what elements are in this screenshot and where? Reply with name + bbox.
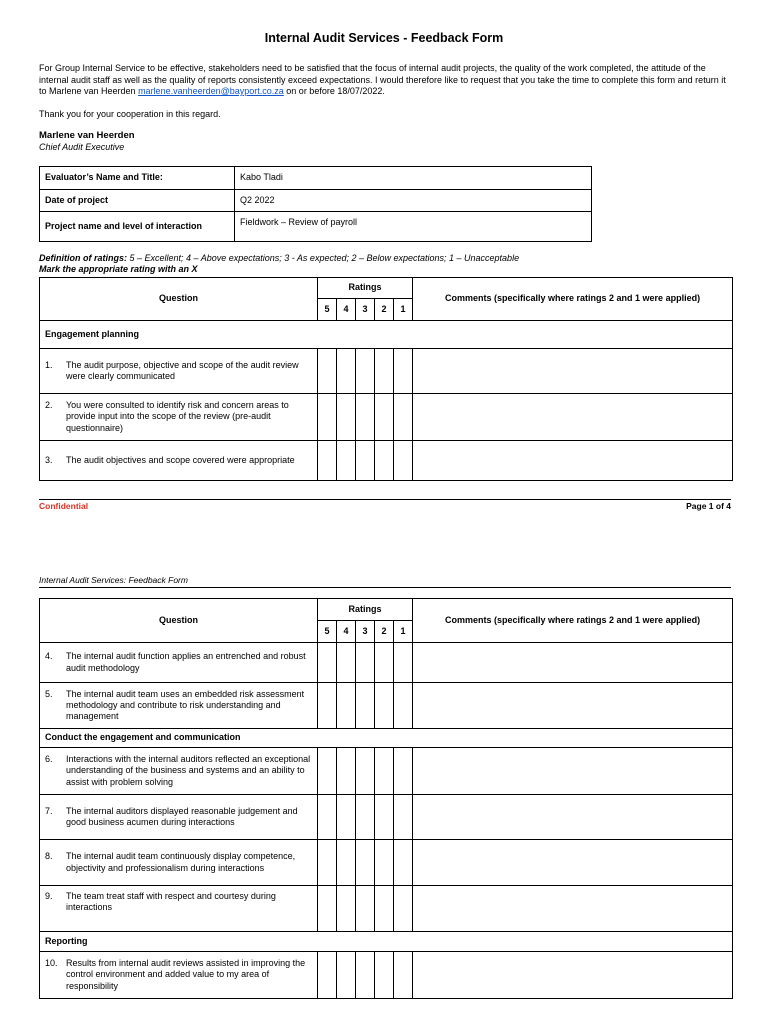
rating-cell-1[interactable]: [394, 441, 413, 481]
ratings-header: Ratings: [318, 278, 413, 299]
question-number: 3.: [45, 454, 53, 465]
question-number: 5.: [45, 688, 53, 699]
rating-3-header: 3: [356, 621, 375, 643]
table-row: [40, 683, 733, 729]
question-number: 1.: [45, 359, 53, 370]
evaluator-table: [39, 166, 592, 242]
intro-text-before: For Group Internal Service to be effective, stakeholders need to be satisfied that the focus of internal audit projects, the quality of the work completed, the attitude of the internal audit staff as well as the quality of reports consistently exceed expectations. I would therefore like to request that you take the time to complete this form and return it to Marlene van Heerden: [39, 63, 726, 96]
rating-cell-3[interactable]: [356, 795, 375, 840]
rating-cell-4[interactable]: [337, 795, 356, 840]
rating-cell-4[interactable]: [337, 840, 356, 886]
thanks-text: Thank you for your cooperation in this regard.: [39, 109, 221, 119]
question-text: The internal audit team uses an embedded risk assessment methodology and contribute to risk understanding and management: [66, 688, 305, 722]
rating-definition-text: 5 – Excellent; 4 – Above expectations; 3 - As expected; 2 – Below expectations; 1 – Unacceptable: [127, 253, 520, 263]
question-number: 7.: [45, 805, 53, 816]
rating-cell-4[interactable]: [337, 683, 356, 729]
rating-cell-2[interactable]: [375, 952, 394, 999]
rating-cell-2[interactable]: [375, 441, 394, 481]
rating-cell-2[interactable]: [375, 748, 394, 795]
question-text: The internal audit function applies an entrenched and robust audit methodology: [66, 651, 306, 673]
question-number: 8.: [45, 851, 53, 862]
evaluator-name-field[interactable]: Kabo Tladi: [235, 167, 592, 190]
rating-cell-5[interactable]: [318, 840, 337, 886]
rating-cell-4[interactable]: [337, 349, 356, 394]
rating-cell-2[interactable]: [375, 643, 394, 683]
rating-definition-label: Definition of ratings:: [39, 253, 127, 263]
table-row: [40, 840, 733, 886]
comment-cell[interactable]: [413, 840, 733, 886]
signatory-title: Chief Audit Executive: [39, 142, 125, 152]
question-cell: [40, 643, 318, 683]
rating-4-header: 4: [337, 299, 356, 321]
question-text: Interactions with the internal auditors reflected an exceptional understanding of the business and systems and an ability to assist with problem solving: [66, 754, 311, 787]
rating-cell-4[interactable]: [337, 394, 356, 441]
rating-cell-5[interactable]: [318, 349, 337, 394]
table-row: [40, 886, 733, 932]
rating-cell-2[interactable]: [375, 683, 394, 729]
table-row: [40, 952, 733, 999]
rating-cell-1[interactable]: [394, 795, 413, 840]
rating-cell-1[interactable]: [394, 643, 413, 683]
question-header: Question: [40, 599, 318, 643]
comment-cell[interactable]: [413, 643, 733, 683]
question-text: The team treat staff with respect and courtesy during interactions: [66, 891, 276, 913]
rating-cell-3[interactable]: [356, 952, 375, 999]
table-row: [40, 748, 733, 795]
rating-cell-3[interactable]: [356, 349, 375, 394]
question-text: The internal audit team continuously display competence, objectivity and professionalism during interactions: [66, 851, 296, 873]
page-number: Page 1 of 4: [686, 501, 731, 511]
question-cell: [40, 683, 318, 729]
question-header: Question: [40, 278, 318, 321]
intro-text-after: on or before 18/07/2022.: [283, 86, 385, 96]
project-date-field[interactable]: Q2 2022: [235, 190, 592, 212]
rating-cell-1[interactable]: [394, 952, 413, 999]
evaluator-row: [40, 190, 592, 212]
question-cell: [40, 349, 318, 394]
project-name-field[interactable]: Fieldwork – Review of payroll: [235, 212, 592, 242]
rating-5-header: 5: [318, 621, 337, 643]
rating-cell-3[interactable]: [356, 886, 375, 932]
rating-cell-1[interactable]: [394, 349, 413, 394]
rating-cell-5[interactable]: [318, 643, 337, 683]
question-text: Results from internal audit reviews assisted in improving the control environment and added value to my area of responsibility: [66, 958, 306, 991]
evaluator-row: [40, 167, 592, 190]
question-text: The internal auditors displayed reasonable judgement and good business acumen during interactions: [66, 805, 298, 827]
rating-cell-4[interactable]: [337, 886, 356, 932]
table-row: [40, 394, 733, 441]
comment-cell[interactable]: [413, 886, 733, 932]
rating-5-header: 5: [318, 299, 337, 321]
comments-header: Comments (specifically where ratings 2 and 1 were applied): [413, 278, 733, 321]
rating-cell-5[interactable]: [318, 952, 337, 999]
comment-cell[interactable]: [413, 748, 733, 795]
project-name-label: Project name and level of interaction: [40, 212, 235, 242]
rating-cell-3[interactable]: [356, 683, 375, 729]
question-text: The audit objectives and scope covered were appropriate: [66, 454, 295, 465]
rating-cell-4[interactable]: [337, 952, 356, 999]
signatory-name: Marlene van Heerden: [39, 130, 135, 141]
section-row: [40, 729, 733, 748]
question-number: 9.: [45, 891, 53, 901]
question-cell: [40, 952, 318, 999]
question-cell: [40, 748, 318, 795]
section-row: [40, 321, 733, 349]
rating-cell-5[interactable]: [318, 683, 337, 729]
rating-1-header: 1: [394, 299, 413, 321]
rating-2-header: 2: [375, 621, 394, 643]
rating-cell-1[interactable]: [394, 394, 413, 441]
rating-cell-5[interactable]: [318, 886, 337, 932]
rating-cell-1[interactable]: [394, 886, 413, 932]
section-reporting: Reporting: [40, 932, 733, 952]
rating-cell-3[interactable]: [356, 441, 375, 481]
question-cell: [40, 441, 318, 481]
question-text: The audit purpose, objective and scope of the audit review were clearly communicated: [66, 359, 299, 381]
header-divider: [39, 587, 731, 588]
running-header: Internal Audit Services: Feedback Form: [39, 575, 188, 585]
comment-cell[interactable]: [413, 394, 733, 441]
comment-cell[interactable]: [413, 441, 733, 481]
evaluator-name-label: Evaluator’s Name and Title:: [40, 167, 235, 190]
questions-table-page1: [39, 277, 733, 481]
rating-4-header: 4: [337, 621, 356, 643]
rating-cell-3[interactable]: [356, 748, 375, 795]
comments-header: Comments (specifically where ratings 2 and 1 were applied): [413, 599, 733, 643]
ratings-header: Ratings: [318, 599, 413, 621]
footer-divider: [39, 499, 731, 500]
section-engagement-planning: Engagement planning: [40, 321, 733, 349]
rating-instruction: Mark the appropriate rating with an X: [39, 264, 198, 274]
table-row: [40, 441, 733, 481]
rating-2-header: 2: [375, 299, 394, 321]
question-number: 2.: [45, 400, 53, 411]
section-row: [40, 932, 733, 952]
rating-cell-2[interactable]: [375, 795, 394, 840]
rating-cell-4[interactable]: [337, 441, 356, 481]
project-date-label: Date of project: [40, 190, 235, 212]
comment-cell[interactable]: [413, 795, 733, 840]
question-cell: [40, 394, 318, 441]
rating-cell-3[interactable]: [356, 840, 375, 886]
section-conduct-engagement: Conduct the engagement and communication: [40, 729, 733, 748]
confidential-label: Confidential: [39, 501, 89, 511]
email-link[interactable]: marlene.vanheerden@bayport.co.za: [138, 86, 284, 96]
rating-cell-2[interactable]: [375, 840, 394, 886]
table-row: [40, 349, 733, 394]
question-number: 4.: [45, 651, 53, 662]
rating-cell-5[interactable]: [318, 748, 337, 795]
rating-cell-2[interactable]: [375, 394, 394, 441]
rating-cell-1[interactable]: [394, 840, 413, 886]
table-row: [40, 795, 733, 840]
rating-cell-5[interactable]: [318, 394, 337, 441]
rating-cell-4[interactable]: [337, 748, 356, 795]
rating-definition: [39, 253, 519, 264]
question-cell: [40, 795, 318, 840]
header-row: [40, 278, 733, 299]
rating-cell-5[interactable]: [318, 795, 337, 840]
rating-cell-2[interactable]: [375, 886, 394, 932]
question-number: 10.: [45, 958, 58, 969]
questions-table-page2: [39, 598, 733, 999]
intro-paragraph: [39, 63, 731, 98]
header-row: [40, 599, 733, 621]
rating-cell-1[interactable]: [394, 748, 413, 795]
rating-cell-4[interactable]: [337, 643, 356, 683]
rating-3-header: 3: [356, 299, 375, 321]
rating-cell-3[interactable]: [356, 394, 375, 441]
comment-cell[interactable]: [413, 683, 733, 729]
comment-cell[interactable]: [413, 952, 733, 999]
evaluator-row: [40, 212, 592, 242]
question-cell: [40, 886, 318, 932]
rating-1-header: 1: [394, 621, 413, 643]
comment-cell[interactable]: [413, 349, 733, 394]
question-text: You were consulted to identify risk and concern areas to provide input into the scope of the review (pre-audit questionnaire): [66, 400, 289, 433]
rating-cell-3[interactable]: [356, 643, 375, 683]
table-row: [40, 643, 733, 683]
rating-cell-1[interactable]: [394, 683, 413, 729]
question-cell: [40, 840, 318, 886]
rating-cell-2[interactable]: [375, 349, 394, 394]
question-number: 6.: [45, 754, 53, 765]
form-title: Internal Audit Services - Feedback Form: [264, 31, 504, 45]
rating-cell-5[interactable]: [318, 441, 337, 481]
